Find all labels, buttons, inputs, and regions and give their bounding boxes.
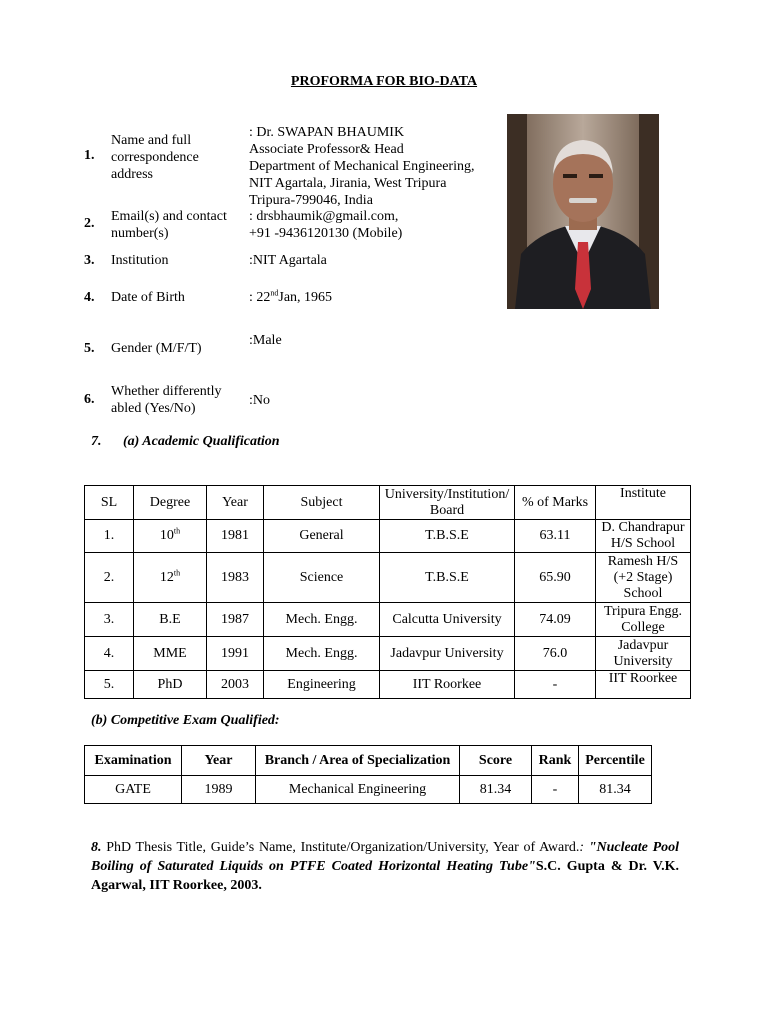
table-cell: - (515, 671, 596, 699)
table-header: Percentile (579, 746, 652, 776)
table-cell: B.E (134, 603, 207, 637)
table-cell: 12th (134, 553, 207, 603)
academic-qualification-table (84, 485, 691, 699)
field-number: 5. (84, 341, 95, 356)
table-cell: D. Chandrapur H/S School (596, 520, 691, 553)
table-cell: 63.11 (515, 520, 596, 553)
table-cell: Calcutta University (380, 603, 515, 637)
competitive-exam-table (84, 745, 652, 804)
table-cell: 1989 (182, 776, 256, 804)
table-header: Year (207, 486, 264, 520)
field-label: Date of Birth (111, 290, 185, 305)
field-label: Whether differently abled (Yes/No) (111, 384, 222, 416)
field-value-address: : Dr. SWAPAN BHAUMIK Associate Professor& Head Department of Mechanical Engineering, NIT Agartala, Jirania, West Tripura Tripura-799046, India (249, 125, 475, 208)
table-cell: 2003 (207, 671, 264, 699)
table-cell: Ramesh H/S (+2 Stage) School (596, 553, 691, 603)
table-cell: 65.90 (515, 553, 596, 603)
table-cell: 5. (85, 671, 134, 699)
table-row (85, 637, 691, 671)
field-label: Name and full correspondence address (111, 133, 199, 182)
table-cell: 81.34 (460, 776, 532, 804)
table-cell: 1991 (207, 637, 264, 671)
table-cell: Mech. Engg. (264, 603, 380, 637)
field-value-disability: :No (249, 393, 270, 408)
table-cell: 74.09 (515, 603, 596, 637)
table-row (85, 520, 691, 553)
table-header: University/Institution/ Board (380, 486, 515, 520)
table-cell: General (264, 520, 380, 553)
table-cell: 2. (85, 553, 134, 603)
table-row (85, 671, 691, 699)
table-cell: 81.34 (579, 776, 652, 804)
table-cell: 76.0 (515, 637, 596, 671)
profile-photo (507, 114, 659, 309)
table-cell: Mechanical Engineering (256, 776, 460, 804)
table-row (85, 553, 691, 603)
table-cell: IIT Roorkee (596, 671, 691, 699)
table-row (85, 776, 652, 804)
field-value-institution: :NIT Agartala (249, 253, 327, 268)
table-cell: T.B.S.E (380, 520, 515, 553)
page-title: PROFORMA FOR BIO-DATA (290, 74, 478, 89)
table-header: Subject (264, 486, 380, 520)
section-8-paragraph: 8. PhD Thesis Title, Guide’s Name, Institute/Organization/University, Year of Award.: "Nucleate Pool Boiling of Saturated Liquids on PTFE Coated Horizontal Heating Tube"S.C. Gupta & Dr. V.K. Agarwal, IIT Roorkee, 2003. (91, 840, 680, 893)
field-number: 1. (84, 148, 95, 163)
table-cell: Tripura Engg. College (596, 603, 691, 637)
field-number: 6. (84, 392, 95, 407)
table-cell: 3. (85, 603, 134, 637)
field-value-dob: : 22ndJan, 1965 (249, 288, 333, 305)
table-cell: 1. (85, 520, 134, 553)
table-header: Rank (532, 746, 579, 776)
field-value-contact: : drsbhaumik@gmail.com, +91 -9436120130 (Mobile) (249, 209, 403, 241)
table-cell: Jadavpur University (596, 637, 691, 671)
section-7-heading: 7. (a) Academic Qualification (91, 434, 280, 449)
table-header: Examination (85, 746, 182, 776)
table-cell: PhD (134, 671, 207, 699)
table-header: % of Marks (515, 486, 596, 520)
field-label: Institution (111, 253, 169, 268)
field-number: 2. (84, 216, 95, 231)
table-cell: Jadavpur University (380, 637, 515, 671)
table-row (85, 603, 691, 637)
table-header: SL (85, 486, 134, 520)
table-cell: MME (134, 637, 207, 671)
table-header: Score (460, 746, 532, 776)
table-header: Year (182, 746, 256, 776)
field-label: Gender (M/F/T) (111, 341, 202, 356)
table-header: Degree (134, 486, 207, 520)
table-cell: 10th (134, 520, 207, 553)
field-label: Email(s) and contact number(s) (111, 209, 227, 241)
table-cell: Science (264, 553, 380, 603)
field-number: 4. (84, 290, 95, 305)
table-cell: GATE (85, 776, 182, 804)
table-cell: - (532, 776, 579, 804)
table-cell: IIT Roorkee (380, 671, 515, 699)
table-cell: 1983 (207, 553, 264, 603)
table-cell: 4. (85, 637, 134, 671)
table-cell: 1987 (207, 603, 264, 637)
field-value-gender: :Male (249, 333, 282, 348)
table-cell: T.B.S.E (380, 553, 515, 603)
section-b-heading: (b) Competitive Exam Qualified: (91, 713, 280, 728)
table-header: Institute (596, 486, 691, 520)
field-number: 3. (84, 253, 95, 268)
table-cell: 1981 (207, 520, 264, 553)
table-cell: Mech. Engg. (264, 637, 380, 671)
table-cell: Engineering (264, 671, 380, 699)
table-header: Branch / Area of Specialization (256, 746, 460, 776)
